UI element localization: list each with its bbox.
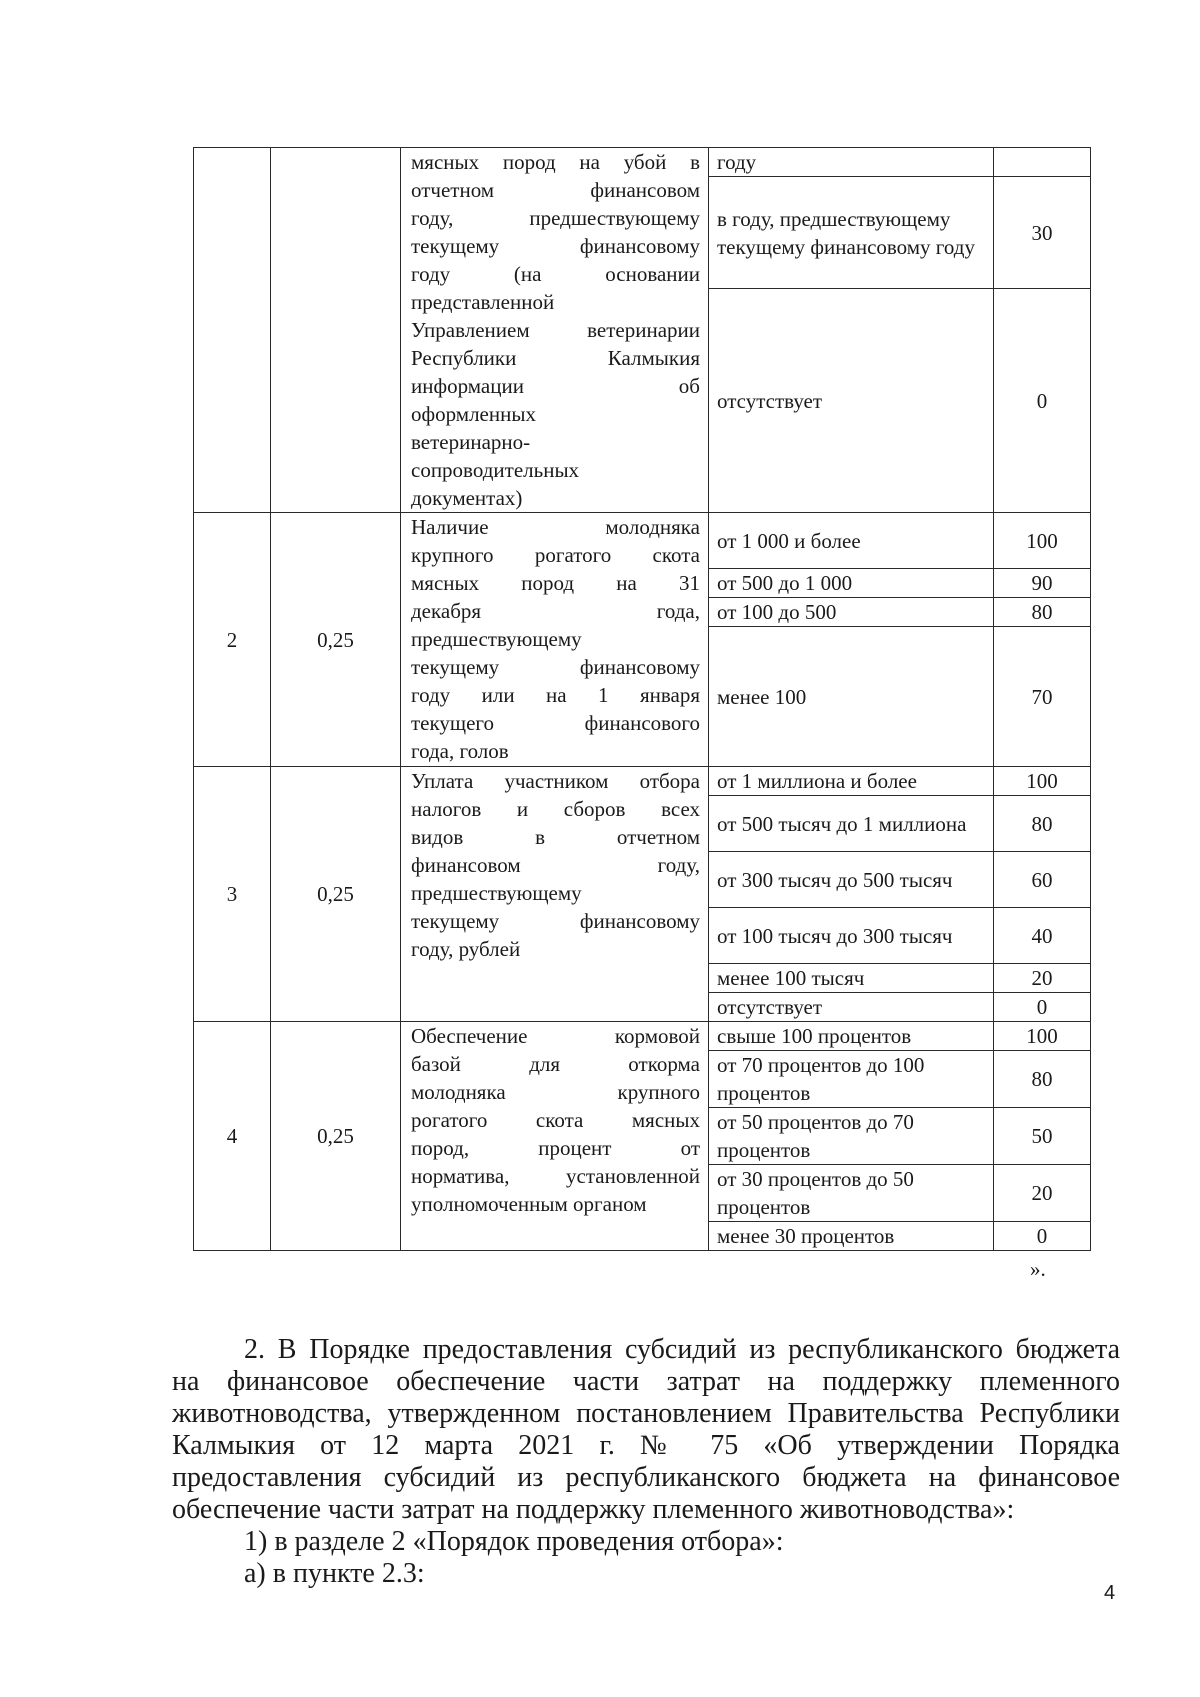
row2-weight-cell: 0,25 [271, 513, 401, 767]
condition-cell: от 500 до 1 000 [709, 569, 994, 598]
condition-cell: от 50 процентов до 70 процентов [709, 1108, 994, 1165]
row3-num-cell: 3 [194, 767, 271, 1022]
score-cell [994, 148, 1091, 177]
condition-cell: свыше 100 процентов [709, 1022, 994, 1051]
row2-num-cell: 2 [194, 513, 271, 767]
condition-cell: от 1 000 и более [709, 513, 994, 569]
score-cell: 80 [994, 1051, 1091, 1108]
criteria-table [193, 147, 1091, 1251]
score-cell: 100 [994, 767, 1091, 796]
amendment-paragraph: 2. В Порядке предоставления субсидий из республиканского бюджета на финансовое обеспечение части затрат на поддержку племенного животноводства, утвержденном постановлением Правительства Республики Калмыкия от 12 марта 2021 г. № 75 «Об утверждении Порядка предоставления субсидий из республиканского бюджета на финансовое обеспечение части затрат на поддержку племенного животноводства»: [172, 1334, 1120, 1525]
score-cell: 70 [994, 627, 1091, 767]
condition-cell: менее 100 тысяч [709, 964, 994, 993]
score-cell: 40 [994, 908, 1091, 964]
score-cell: 80 [994, 598, 1091, 627]
condition-cell: от 70 процентов до 100 процентов [709, 1051, 994, 1108]
condition-cell: году [709, 148, 994, 177]
score-cell: 100 [994, 1022, 1091, 1051]
condition-cell: от 30 процентов до 50 процентов [709, 1165, 994, 1222]
score-cell: 50 [994, 1108, 1091, 1165]
list-item-1: 1) в разделе 2 «Порядок проведения отбора»: [244, 1526, 784, 1557]
row1-num-cell [194, 148, 271, 513]
condition-cell: от 1 миллиона и более [709, 767, 994, 796]
condition-cell: от 100 тысяч до 300 тысяч [709, 908, 994, 964]
row1-weight-cell [271, 148, 401, 513]
score-cell: 90 [994, 569, 1091, 598]
row4-num-cell: 4 [194, 1022, 271, 1251]
score-cell: 20 [994, 964, 1091, 993]
score-cell: 60 [994, 852, 1091, 908]
condition-cell: от 100 до 500 [709, 598, 994, 627]
score-cell: 0 [994, 993, 1091, 1022]
score-cell: 30 [994, 177, 1091, 289]
quote-close-mark: ». [1030, 1257, 1046, 1281]
row2-criterion-name: Наличие молодняка крупного рогатого скота мясных пород на 31 декабря года, предшествующему текущему финансовому году или на 1 января текущего финансового года, голов [401, 513, 709, 767]
score-cell: 20 [994, 1165, 1091, 1222]
row4-criterion-name: Обеспечение кормовой базой для откорма молодняка крупного рогатого скота мясных пород, процент от норматива, установленной уполномоченным органом [401, 1022, 709, 1251]
score-cell: 0 [994, 1222, 1091, 1251]
row4-weight-cell: 0,25 [271, 1022, 401, 1251]
condition-cell: от 300 тысяч до 500 тысяч [709, 852, 994, 908]
condition-cell: менее 30 процентов [709, 1222, 994, 1251]
condition-cell: отсутствует [709, 993, 994, 1022]
list-item-a: а) в пункте 2.3: [244, 1558, 425, 1589]
score-cell: 100 [994, 513, 1091, 569]
condition-cell: отсутствует [709, 289, 994, 513]
condition-cell: в году, предшествующему текущему финансовому году [709, 177, 994, 289]
condition-cell: менее 100 [709, 627, 994, 767]
row3-weight-cell: 0,25 [271, 767, 401, 1022]
score-cell: 80 [994, 796, 1091, 852]
score-cell: 0 [994, 289, 1091, 513]
condition-cell: от 500 тысяч до 1 миллиона [709, 796, 994, 852]
row3-criterion-name: Уплата участником отбора налогов и сборов всех видов в отчетном финансовом году, предшествующему текущему финансовому году, рублей [401, 767, 709, 1022]
row1-criterion-name: мясных пород на убой в отчетном финансовом году, предшествующему текущему финансовому году (на основании представленной Управлением ветеринарии Республики Калмыкия информации об оформленных ветеринарно- сопроводительных документах) [401, 148, 709, 513]
page-number: 4 [1104, 1582, 1116, 1604]
